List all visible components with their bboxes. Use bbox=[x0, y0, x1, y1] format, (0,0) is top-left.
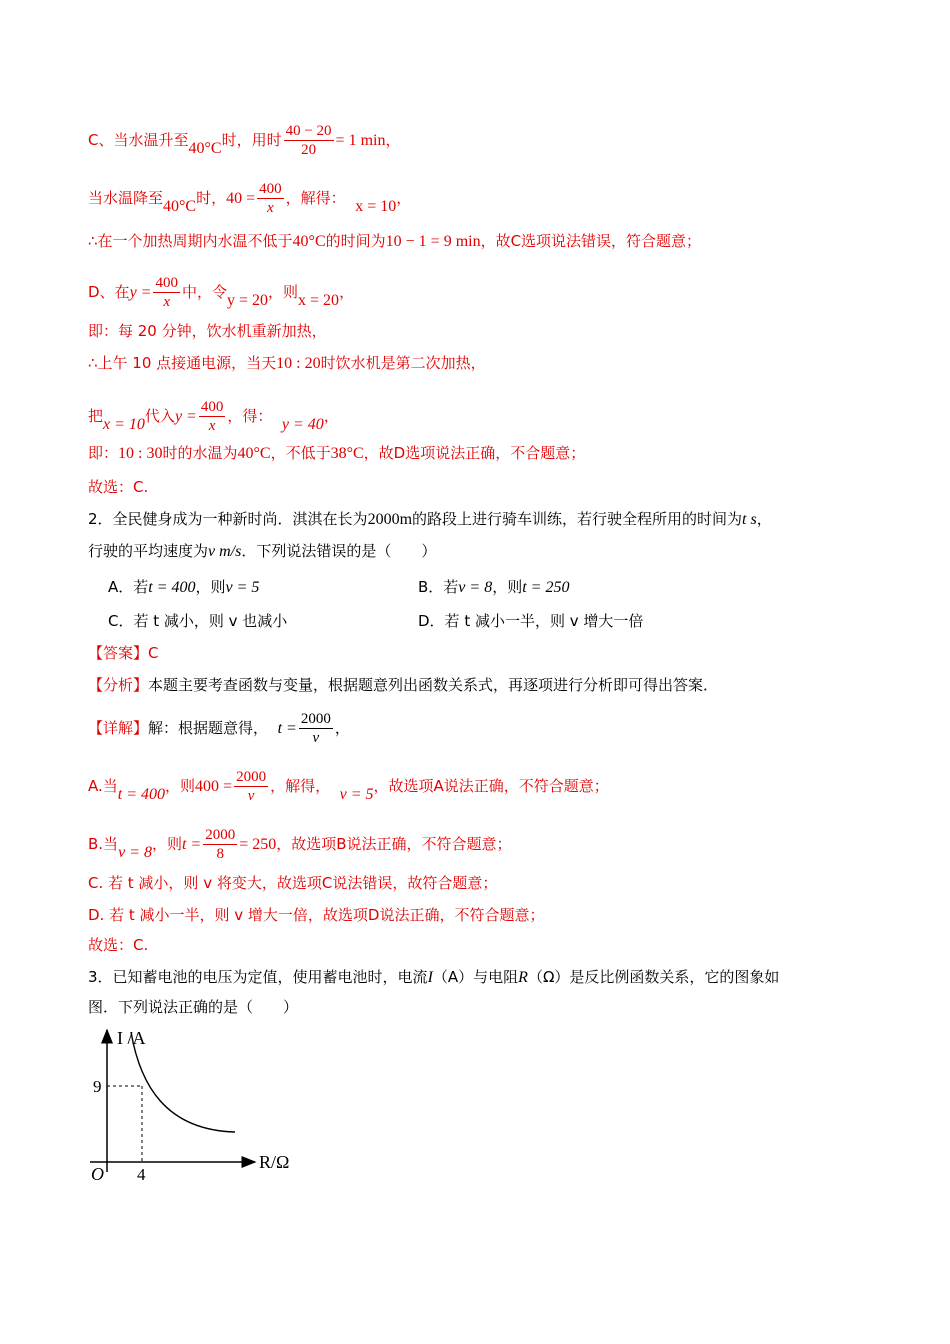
fraction bbox=[153, 274, 180, 311]
math-res: v = 5 bbox=[339, 786, 374, 803]
text: ， bbox=[756, 510, 772, 528]
solution-d-line-3 bbox=[88, 352, 890, 375]
fraction-denominator: v bbox=[247, 788, 255, 804]
fraction-denominator: x bbox=[163, 294, 171, 310]
text: ，不低于 bbox=[270, 444, 331, 462]
math-res: x = 20 bbox=[298, 292, 340, 309]
math-temp: 40°C bbox=[237, 445, 271, 462]
text: ， bbox=[334, 719, 350, 737]
solution-c-line-1 bbox=[88, 122, 890, 159]
solution-d-line-2: 即：每 20 分钟，饮水机重新加热， bbox=[88, 322, 327, 340]
text: 行驶的平均速度为 bbox=[88, 542, 209, 560]
text: A．若 bbox=[108, 578, 149, 596]
math-lhs: y = bbox=[174, 408, 197, 425]
origin-label: O bbox=[91, 1164, 104, 1184]
choose-answer-2: 故选：C. bbox=[88, 936, 149, 954]
text: 代入 bbox=[144, 407, 175, 425]
math-lhs: 40 = bbox=[226, 190, 256, 207]
fraction bbox=[234, 768, 268, 805]
text: ，则 bbox=[151, 835, 182, 853]
text: 当水温降至 bbox=[88, 189, 164, 207]
text: （Ω）是反比例函数关系，它的图象如 bbox=[527, 968, 780, 986]
math-time: 10 : 30 bbox=[118, 445, 163, 462]
y-tick-label: 9 bbox=[93, 1077, 102, 1096]
math-time: 10 : 20 bbox=[276, 355, 321, 372]
text: B.当 bbox=[88, 835, 119, 853]
text: 时， bbox=[196, 189, 227, 207]
solution-c-line-3 bbox=[88, 230, 890, 253]
detail-d-line: D. 若 t 减小一半，则 v 增大一倍，故选项D说法正确，不符合题意； bbox=[88, 906, 545, 924]
text: ，故选项A说法正确，不符合题意； bbox=[373, 777, 609, 795]
text: ∴在一个加热周期内水温不低于 bbox=[88, 232, 293, 250]
math-res: y = 40 bbox=[281, 416, 324, 433]
fraction bbox=[199, 398, 226, 435]
text: ，则 bbox=[492, 578, 523, 596]
fraction-numerator: 400 bbox=[259, 181, 282, 197]
fraction-numerator: 2000 bbox=[300, 711, 331, 727]
option-c: C．若 t 减小，则 v 也减小 bbox=[108, 612, 288, 630]
text: B．若 bbox=[418, 578, 459, 596]
math-var-i: I bbox=[427, 969, 433, 986]
x-axis-label: R/Ω bbox=[259, 1152, 290, 1172]
question-number: 2． bbox=[88, 510, 113, 528]
text: ，则 bbox=[195, 578, 226, 596]
math-res: = 250 bbox=[239, 836, 277, 853]
y-axis-label: I /A bbox=[117, 1028, 146, 1048]
math-cond: v = 8 bbox=[118, 844, 152, 861]
fraction-numerator: 2000 bbox=[205, 827, 236, 843]
math-lhs: t = bbox=[181, 836, 202, 853]
option-d: D．若 t 减小一半，则 v 增大一倍 bbox=[418, 612, 644, 630]
fraction-denominator: 8 bbox=[216, 846, 224, 862]
text: A.当 bbox=[88, 777, 118, 795]
text: ，得： bbox=[227, 407, 273, 425]
math-var-r: R bbox=[518, 969, 528, 986]
math-lhs: y = bbox=[129, 284, 152, 301]
text: 即： bbox=[88, 444, 119, 462]
fraction-numerator: 400 bbox=[200, 399, 224, 415]
math-res: t = 250 bbox=[522, 579, 570, 596]
text: （A）与电阻 bbox=[432, 968, 519, 986]
text: D、在 bbox=[88, 283, 130, 301]
math-cond: t = 400 bbox=[117, 786, 166, 803]
text: ，故C选项说法错误，符合题意； bbox=[480, 232, 702, 250]
text: ，解得， bbox=[270, 777, 331, 795]
analysis-tag: 【分析】 bbox=[88, 676, 149, 694]
fraction bbox=[284, 122, 334, 159]
detail-a-line bbox=[88, 768, 890, 805]
analysis-line bbox=[88, 674, 890, 696]
option-b bbox=[418, 576, 569, 599]
fraction-denominator: 20 bbox=[301, 142, 317, 158]
text: ， bbox=[396, 189, 412, 207]
text: C、当水温升至 bbox=[88, 131, 189, 149]
text: ，解得： bbox=[285, 189, 346, 207]
math-temp: 40°C bbox=[188, 140, 222, 157]
math-expr: 10 − 1 = 9 min bbox=[385, 233, 481, 250]
math-lhs: t = bbox=[277, 720, 297, 737]
math-lhs: 400 = bbox=[195, 778, 233, 795]
inverse-function-graph bbox=[85, 1022, 315, 1192]
text: 中，令 bbox=[181, 283, 227, 301]
text: ， bbox=[323, 407, 339, 425]
text: ，故选项B说法正确，不符合题意； bbox=[276, 835, 512, 853]
solution-c-line-2 bbox=[88, 180, 890, 217]
text: ， bbox=[339, 283, 355, 301]
text: 把 bbox=[88, 407, 104, 425]
question-3-line-1 bbox=[88, 966, 890, 989]
text: ．下列说法错误的是（ ） bbox=[241, 542, 437, 560]
answer-label: 【答案】C bbox=[88, 644, 159, 662]
detail-tag: 【详解】 bbox=[88, 719, 149, 737]
fraction bbox=[257, 180, 284, 217]
text: 时饮水机是第二次加热， bbox=[320, 354, 486, 372]
text: ， bbox=[385, 131, 401, 149]
math-answer: x = 10 bbox=[355, 198, 397, 215]
question-2-line-1 bbox=[88, 508, 890, 531]
text: ，则 bbox=[268, 283, 299, 301]
text: 时，用时 bbox=[221, 131, 282, 149]
solution-d-line-4 bbox=[88, 398, 890, 435]
text: 解：根据题意得， bbox=[148, 719, 269, 737]
fraction-denominator: v bbox=[312, 730, 320, 746]
text: ，则 bbox=[165, 777, 196, 795]
analysis-text: 本题主要考查函数与变量，根据题意列出函数关系式，再逐项进行分析即可得出答案． bbox=[148, 676, 719, 694]
math-res: v = 5 bbox=[225, 579, 260, 596]
x-tick-label: 4 bbox=[137, 1165, 146, 1184]
math-temp: 38°C bbox=[330, 445, 364, 462]
math-cond: y = 20 bbox=[226, 292, 269, 309]
fraction-denominator: x bbox=[267, 200, 274, 216]
math-result: = 1 min bbox=[335, 132, 386, 149]
choose-answer-1: 故选：C. bbox=[88, 478, 149, 496]
math-cond: v = 8 bbox=[458, 579, 493, 596]
fraction-denominator: x bbox=[208, 418, 216, 434]
fraction bbox=[299, 710, 333, 747]
question-number: 3． bbox=[88, 968, 113, 986]
text: 的路段上进行骑车训练，若行驶全程所用的时间为 bbox=[412, 510, 743, 528]
fraction bbox=[203, 826, 237, 863]
hyperbola-curve bbox=[131, 1032, 235, 1132]
detail-c-line: C. 若 t 减小，则 v 将变大，故选项C说法错误，故符合题意； bbox=[88, 874, 498, 892]
math-time: t s bbox=[742, 511, 757, 528]
math-cond: x = 10 bbox=[103, 416, 145, 433]
text: 的时间为 bbox=[325, 232, 386, 250]
detail-line bbox=[88, 710, 890, 747]
question-2-line-2 bbox=[88, 540, 890, 563]
solution-d-line-5 bbox=[88, 442, 890, 465]
text: 全民健身成为一种新时尚．淇淇在长为 bbox=[112, 510, 368, 528]
math-speed: v m/s bbox=[208, 543, 242, 560]
text: 时的水温为 bbox=[162, 444, 238, 462]
text: ，故D选项说法正确，不合题意； bbox=[363, 444, 586, 462]
fraction-numerator: 2000 bbox=[236, 769, 267, 785]
solution-d-line-1 bbox=[88, 274, 890, 311]
math-cond: t = 400 bbox=[148, 579, 196, 596]
question-3-line-2: 图．下列说法正确的是（ ） bbox=[88, 998, 299, 1016]
detail-b-line bbox=[88, 826, 890, 863]
text: ∴上午 10 点接通电源，当天 bbox=[88, 354, 277, 372]
fraction-numerator: 400 bbox=[155, 275, 178, 291]
text: 已知蓄电池的电压为定值，使用蓄电池时，电流 bbox=[112, 968, 428, 986]
math-length: 2000m bbox=[367, 511, 413, 528]
fraction-numerator: 40 − 20 bbox=[285, 123, 332, 139]
option-a bbox=[108, 576, 259, 599]
math-temp: 40°C bbox=[163, 198, 197, 215]
math-temp: 40°C bbox=[292, 233, 326, 250]
